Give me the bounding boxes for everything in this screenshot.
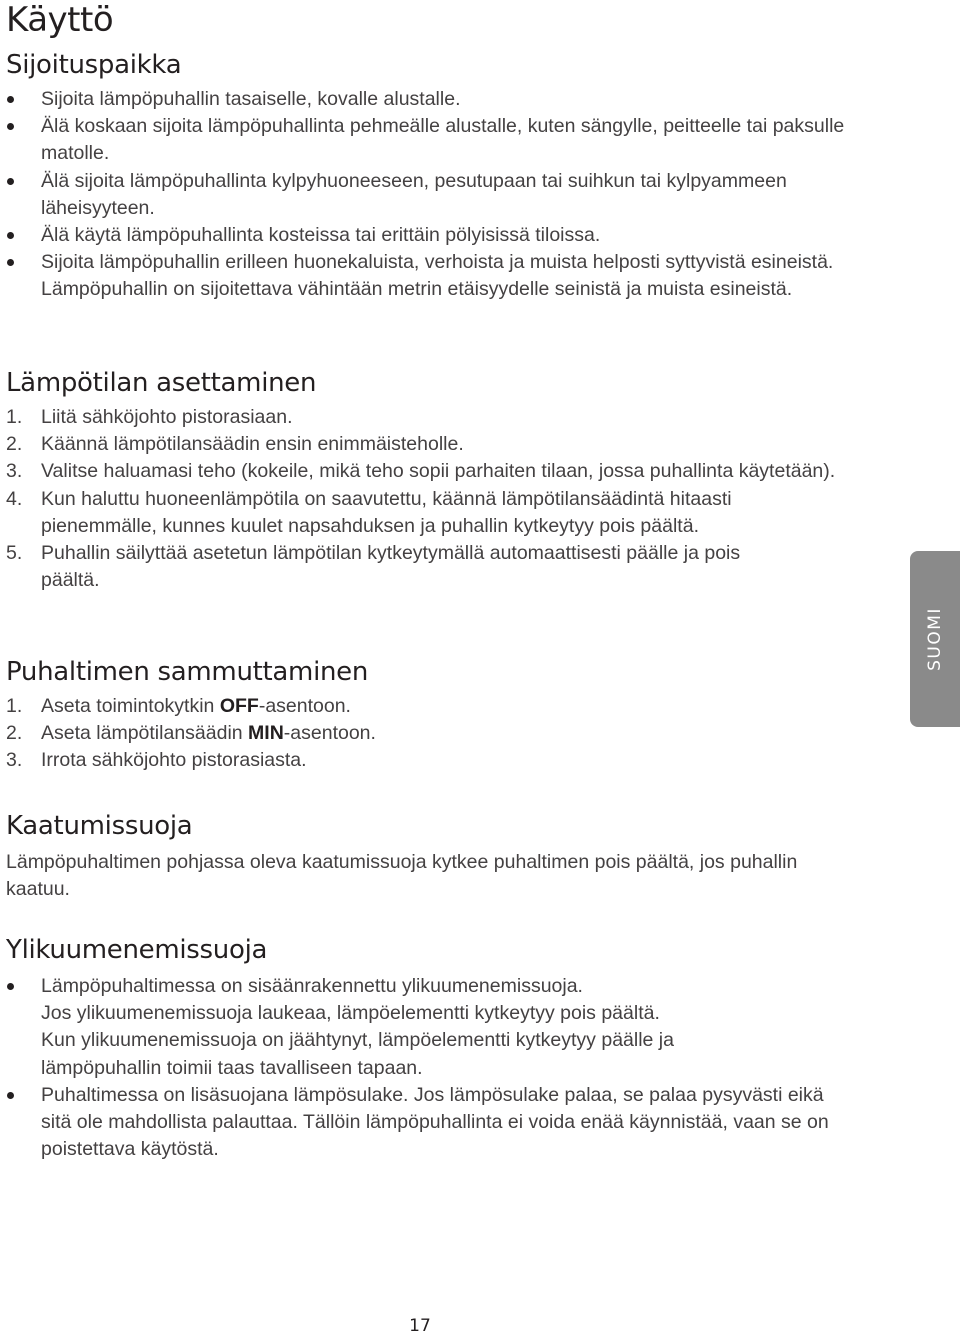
list-item-text: Sijoita lämpöpuhallin tasaiselle, kovalle alustalle.: [41, 88, 461, 110]
section-shutdown: [6, 655, 886, 775]
step-item: [6, 693, 886, 720]
list-item-text: Älä sijoita lämpöpuhallinta kylpyhuoneeseen, pesutupaan tai suihkun tai kylpyammeen läheisyyteen.: [41, 169, 787, 219]
placement-list: [6, 86, 846, 304]
bullet-icon: [7, 259, 14, 266]
step-number: 1.: [6, 406, 23, 428]
step-text: Aseta toimintokytkin: [41, 695, 220, 717]
step-item: [6, 431, 836, 458]
page-title: Käyttö: [6, 0, 114, 40]
language-tab-label: SUOMI: [925, 607, 946, 671]
overheat-list: [6, 973, 846, 1163]
step-number: 5.: [6, 542, 23, 565]
step-text-suffix: -asentoon.: [283, 722, 376, 745]
list-item: [6, 249, 846, 303]
list-item: [6, 113, 846, 167]
temperature-steps: [6, 404, 836, 594]
tip-over-text: Lämpöpuhaltimen pohjassa oleva kaatumissuoja kytkee puhaltimen pois päältä, jos puhallin kaatuu.: [6, 851, 798, 901]
list-item-text: Jos ylikuumenemissuoja laukeaa, lämpöelementti kytkeytyy pois päältä.: [41, 1002, 660, 1025]
list-item: [6, 1082, 846, 1164]
section-heading-shutdown: Puhaltimen sammuttaminen: [6, 657, 369, 687]
step-number: 1.: [6, 695, 23, 717]
bullet-icon: [7, 96, 14, 103]
step-item: [6, 404, 836, 431]
list-item: [6, 86, 846, 113]
section-heading-temperature: Lämpötilan asettaminen: [6, 368, 317, 398]
step-text: Käännä lämpötilansäädin ensin enimmäisteholle.: [41, 433, 464, 456]
step-item: [6, 747, 886, 774]
step-text-suffix: -asentoon.: [258, 695, 351, 717]
step-text: Aseta lämpötilansäädin: [41, 722, 249, 745]
list-item-text: Älä käytä lämpöpuhallinta kosteissa tai erittäin pölyisissä tiloissa.: [41, 224, 601, 247]
list-item-text: Kun ylikuumenemissuoja on jäähtynyt, lämpöelementti kytkeytyy päälle ja lämpöpuhallin toimii taas tavalliseen tapaan.: [41, 1029, 674, 1079]
section-overheat: [6, 933, 886, 1163]
bullet-icon: [7, 123, 14, 130]
step-number: 3.: [6, 749, 23, 772]
list-item-text: Lämpöpuhaltimessa on sisäänrakennettu ylikuumenemissuoja.: [41, 975, 583, 997]
switch-position-label: OFF: [219, 695, 259, 717]
step-number: 4.: [6, 487, 23, 510]
step-text: Puhallin säilyttää asetetun lämpötilan kytkeytymällä automaattisesti päälle ja pois päältä.: [41, 542, 741, 592]
list-item: [6, 973, 761, 1082]
list-item-text: Älä koskaan sijoita lämpöpuhallinta pehmeälle alustalle, kuten sängylle, peitteelle tai paksulle matolle.: [41, 115, 845, 165]
bullet-icon: [7, 232, 14, 239]
section-tip-over: [6, 809, 886, 903]
step-number: 2.: [6, 722, 23, 745]
section-heading-overheat: Ylikuumenemissuoja: [6, 935, 268, 965]
step-number: 2.: [6, 433, 23, 456]
language-tab: [910, 551, 960, 727]
list-item-text: Puhaltimessa on lisäsuojana lämpösulake. Jos lämpösulake palaa, se palaa pysyvästi eikä sitä ole mahdollista palauttaa. Tällöin lämpöpuhallinta ei voida enää käynnistää, vaan se on poistettava käytöstä.: [41, 1083, 829, 1161]
section-temperature: [6, 366, 886, 594]
step-text: Irrota sähköjohto pistorasiasta.: [41, 749, 307, 772]
bullet-icon: [7, 1092, 14, 1099]
step-item: [6, 540, 801, 594]
step-item: [6, 486, 836, 540]
list-item: [6, 168, 846, 222]
list-item-text: Sijoita lämpöpuhallin erilleen huonekaluista, verhoista ja muista helposti syttyvistä esineistä. Lämpöpuhallin on sijoitettava vähintään metrin etäisyydelle seinistä ja muista esineistä.: [41, 251, 834, 301]
switch-position-label: MIN: [248, 722, 284, 745]
step-item: [6, 458, 836, 485]
section-heading-placement: Sijoituspaikka: [6, 50, 182, 80]
step-text: Kun haluttu huoneenlämpötila on saavutettu, käännä lämpötilansäädintä hitaasti pienemmälle, kunnes kuulet napsahduksen ja puhallin kytkeytyy pois päältä.: [41, 487, 732, 537]
step-number: 3.: [6, 460, 23, 483]
bullet-icon: [7, 983, 14, 990]
step-text: Valitse haluamasi teho (kokeile, mikä teho sopii parhaiten tilaan, jossa puhallinta käytetään).: [41, 460, 836, 483]
bullet-icon: [7, 178, 14, 185]
section-heading-tip-over: Kaatumissuoja: [6, 811, 193, 841]
page-number: 17: [409, 1316, 431, 1336]
shutdown-steps: [6, 693, 886, 775]
step-item: [6, 720, 886, 747]
section-placement: [6, 48, 886, 304]
step-text: Liitä sähköjohto pistorasiaan.: [41, 406, 293, 428]
list-item: [6, 222, 846, 249]
